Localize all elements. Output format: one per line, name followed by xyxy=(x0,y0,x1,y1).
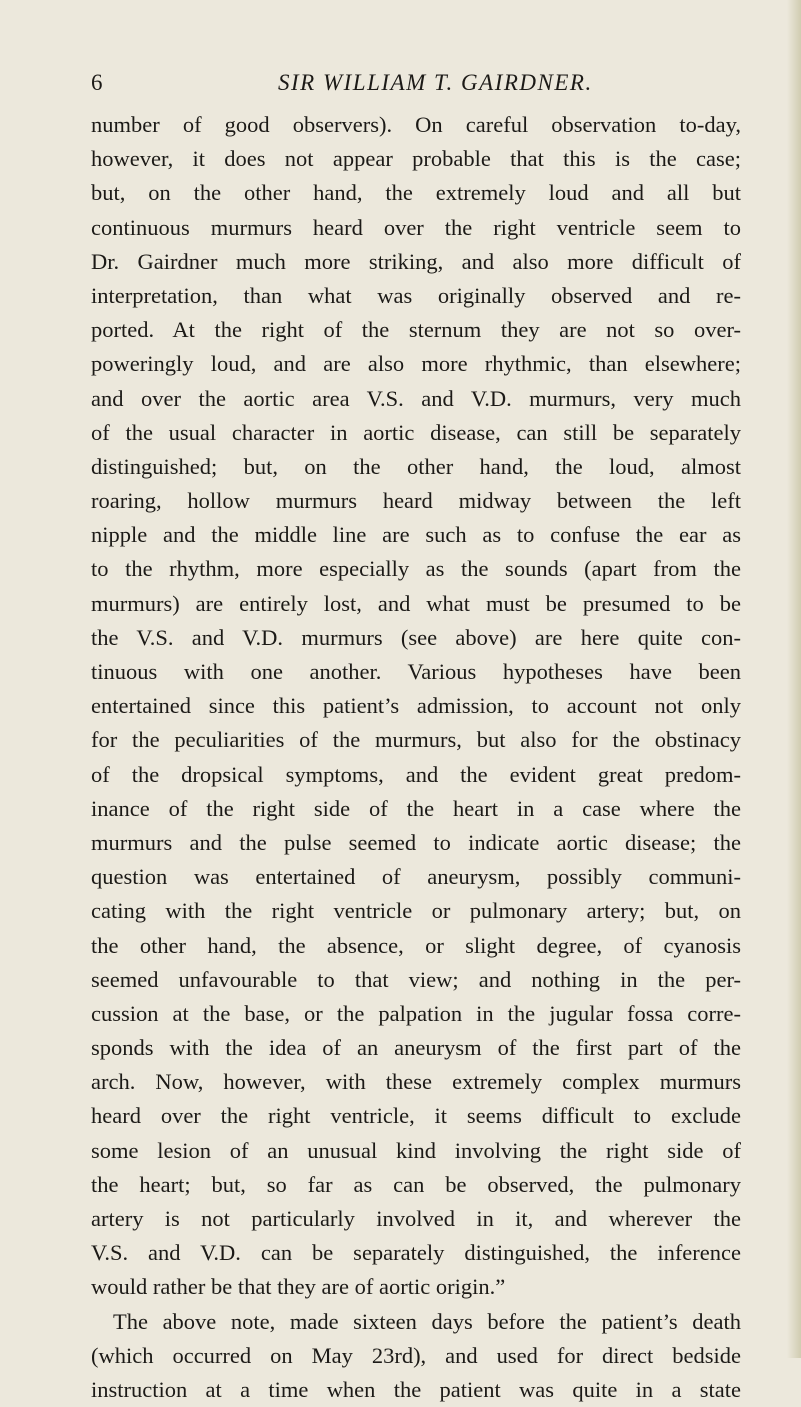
text-line: to the rhythm, more especially as the sounds (apart from the xyxy=(91,556,741,582)
running-title: SIR WILLIAM T. GAIRDNER. xyxy=(278,70,593,95)
text-line: nipple and the middle line are such as to confuse the ear as xyxy=(91,522,741,548)
text-line: tinuous with one another. Various hypotheses have been xyxy=(91,659,741,684)
text-line: roaring, hollow murmurs heard midway between the left xyxy=(91,488,741,514)
text-line: murmurs) are entirely lost, and what must be presumed to be xyxy=(91,590,741,616)
text-line: the other hand, the absence, or slight degree, of cyanosis xyxy=(91,932,741,958)
text-line: but, on the other hand, the extremely loud and all but xyxy=(91,180,741,206)
text-line: inance of the right side of the heart in a case where the xyxy=(91,795,741,821)
text-line-paragraph-end: would rather be that they are of aortic origin.” xyxy=(91,1274,506,1300)
page-number: 6 xyxy=(91,70,103,95)
body-text xyxy=(91,108,741,1407)
text-line: the heart; but, so far as can be observed, the pulmonary xyxy=(91,1171,741,1197)
text-line: entertained since this patient’s admission, to account not only xyxy=(91,693,741,719)
text-line: ported. At the right of the sternum they are not so over- xyxy=(91,317,741,343)
text-line: cating with the right ventricle or pulmonary artery; but, on xyxy=(91,898,741,924)
text-line: continuous murmurs heard over the right ventricle seem to xyxy=(91,214,741,240)
text-line: (which occurred on May 23rd), and used for direct bedside xyxy=(91,1342,741,1368)
text-line: Dr. Gairdner much more striking, and also more difficult of xyxy=(91,248,741,274)
text-line: heard over the right ventricle, it seems difficult to exclude xyxy=(91,1103,741,1129)
text-line: cussion at the base, or the palpation in the jugular fossa corre- xyxy=(91,1000,741,1026)
text-line: question was entertained of aneurysm, possibly communi- xyxy=(91,864,741,890)
text-line: artery is not particularly involved in it, and wherever the xyxy=(91,1206,741,1231)
text-line: distinguished; but, on the other hand, the loud, almost xyxy=(91,453,741,479)
text-line: some lesion of an unusual kind involving the right side of xyxy=(91,1137,741,1163)
text-line: however, it does not appear probable that this is the case; xyxy=(91,146,741,172)
text-line: for the peculiarities of the murmurs, but also for the obstinacy xyxy=(91,727,741,753)
text-line: V.S. and V.D. can be separately distinguished, the inference xyxy=(91,1240,741,1266)
text-line-paragraph-start: The above note, made sixteen days before the patient’s death xyxy=(113,1308,741,1334)
text-line: of the usual character in aortic disease, can still be separately xyxy=(91,419,741,445)
text-line: arch. Now, however, with these extremely complex murmurs xyxy=(91,1069,741,1095)
running-head xyxy=(91,66,741,100)
text-line: sponds with the idea of an aneurysm of the first part of the xyxy=(91,1035,741,1061)
text-line: interpretation, than what was originally observed and re- xyxy=(91,282,741,308)
text-line: instruction at a time when the patient was quite in a state xyxy=(91,1376,741,1402)
text-line: number of good observers). On careful observation to-day, xyxy=(91,112,741,137)
text-line: of the dropsical symptoms, and the evident great predom- xyxy=(91,761,741,787)
page-edge-shadow xyxy=(787,0,801,1358)
text-line: and over the aortic area V.S. and V.D. murmurs, very much xyxy=(91,385,741,411)
text-line: poweringly loud, and are also more rhythmic, than elsewhere; xyxy=(91,351,741,377)
text-line: the V.S. and V.D. murmurs (see above) are here quite con- xyxy=(91,624,741,650)
text-line: seemed unfavourable to that view; and nothing in the per- xyxy=(91,966,741,992)
text-line: murmurs and the pulse seemed to indicate aortic disease; the xyxy=(91,829,741,855)
